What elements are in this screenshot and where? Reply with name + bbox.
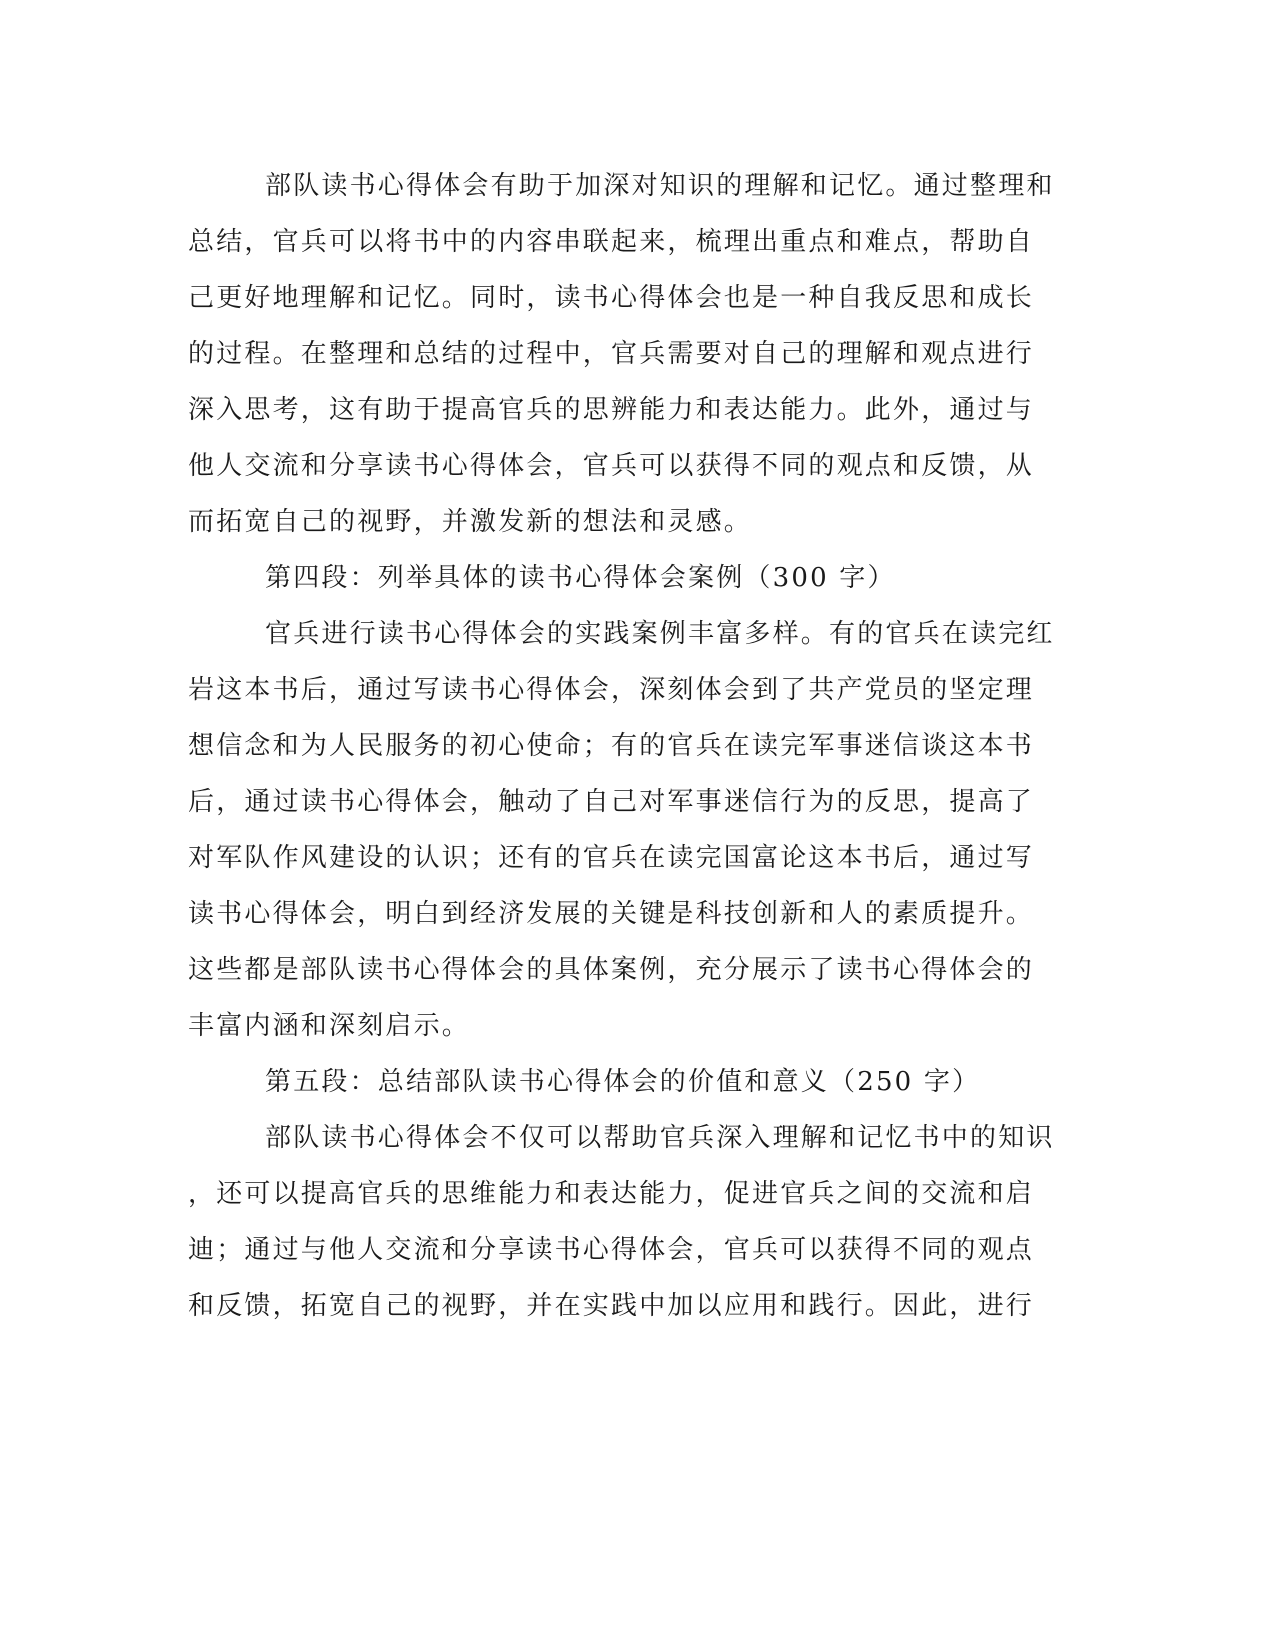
paragraph-3-line-6: 他人交流和分享读书心得体会，官兵可以获得不同的观点和反馈，从 bbox=[188, 451, 1035, 481]
paragraph-3-line-5: 深入思考，这有助于提高官兵的思辨能力和表达能力。此外，通过与 bbox=[188, 395, 1035, 425]
paragraph-4-line-6: 读书心得体会，明白到经济发展的关键是科技创新和人的素质提升。 bbox=[188, 899, 1035, 929]
paragraph-4-line-3: 想信念和为人民服务的初心使命；有的官兵在读完军事迷信谈这本书 bbox=[188, 731, 1035, 761]
paragraph-3-line-2: 总结，官兵可以将书中的内容串联起来，梳理出重点和难点，帮助自 bbox=[188, 227, 1035, 257]
paragraph-5-line-2: ，还可以提高官兵的思维能力和表达能力，促进官兵之间的交流和启 bbox=[188, 1179, 1035, 1209]
paragraph-3-line-1: 部队读书心得体会有助于加深对知识的理解和记忆。通过整理和 bbox=[265, 171, 1055, 201]
paragraph-5-line-1: 部队读书心得体会不仅可以帮助官兵深入理解和记忆书中的知识 bbox=[265, 1123, 1055, 1153]
paragraph-3-line-3: 己更好地理解和记忆。同时，读书心得体会也是一种自我反思和成长 bbox=[188, 283, 1035, 313]
paragraph-5-line-3: 迪；通过与他人交流和分享读书心得体会，官兵可以获得不同的观点 bbox=[188, 1235, 1035, 1265]
paragraph-4-line-8: 丰富内涵和深刻启示。 bbox=[188, 1011, 471, 1041]
body-text bbox=[188, 158, 1068, 1334]
paragraph-4-line-1: 官兵进行读书心得体会的实践案例丰富多样。有的官兵在读完红 bbox=[265, 619, 1055, 649]
paragraph-3-line-7: 而拓宽自己的视野，并激发新的想法和灵感。 bbox=[188, 507, 753, 537]
paragraph-5-line-4: 和反馈，拓宽自己的视野，并在实践中加以应用和践行。因此，进行 bbox=[188, 1291, 1035, 1321]
section-5-heading: 第五段：总结部队读书心得体会的价值和意义（250 字） bbox=[265, 1067, 981, 1097]
paragraph-3-line-4: 的过程。在整理和总结的过程中，官兵需要对自己的理解和观点进行 bbox=[188, 339, 1035, 369]
section-4-heading: 第四段：列举具体的读书心得体会案例（300 字） bbox=[265, 563, 896, 593]
paragraph-4-line-2: 岩这本书后，通过写读书心得体会，深刻体会到了共产党员的坚定理 bbox=[188, 675, 1035, 705]
paragraph-4-line-4: 后，通过读书心得体会，触动了自己对军事迷信行为的反思，提高了 bbox=[188, 787, 1035, 817]
paragraph-4-line-5: 对军队作风建设的认识；还有的官兵在读完国富论这本书后，通过写 bbox=[188, 843, 1035, 873]
paragraph-4-line-7: 这些都是部队读书心得体会的具体案例，充分展示了读书心得体会的 bbox=[188, 955, 1035, 985]
